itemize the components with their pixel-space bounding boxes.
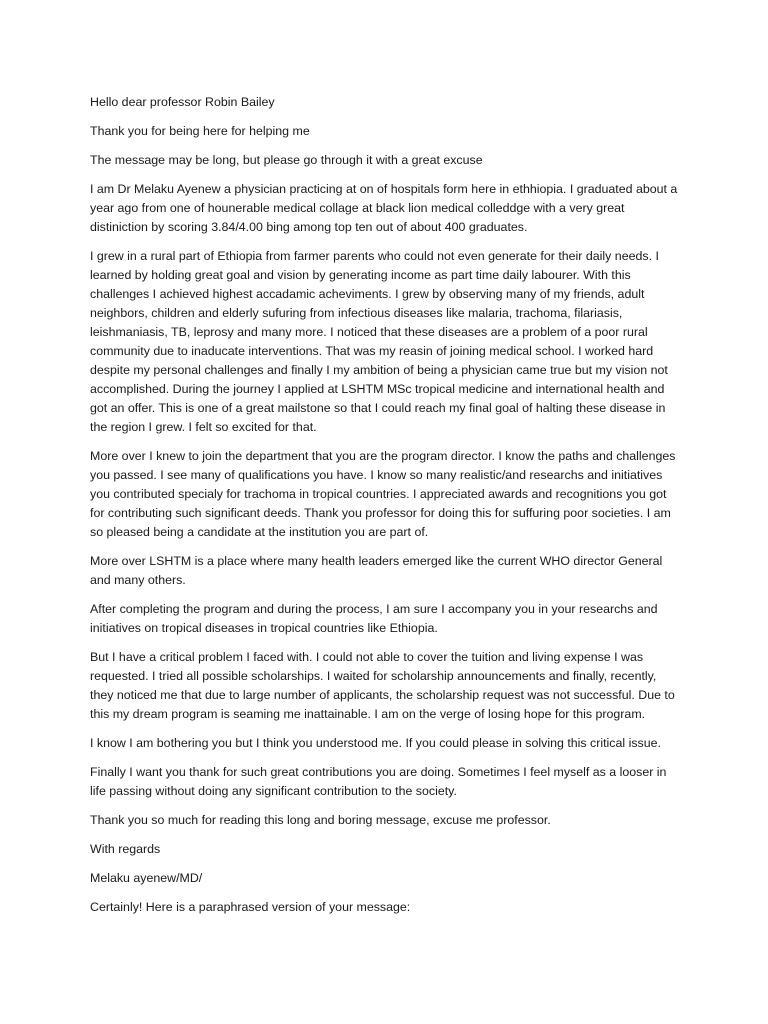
bothering-paragraph: I know I am bothering you but I think you understood me. If you could please in solving this critical issue. — [90, 736, 661, 750]
lshtm-paragraph: More over LSHTM is a place where many health leaders emerged like the current WHO director General and many others. — [90, 554, 663, 587]
background-paragraph: I grew in a rural part of Ethiopia from farmer parents who could not even generate for their daily needs. I learned by holding great goal and vision by generating income as part time daily labourer. With this challenges I achieved highest accadamic acheviments. I grew by observing many of my friends, adult neighbors, children and elderly sufuring from infectious diseases like malaria, trachoma, filariasis, leishmaniasis, TB, leprosy and many more. I noticed that these diseases are a problem of a poor rural community due to inaducate interventions. That was my reasin of joining medical school. I worked hard despite my personal challenges and finally I my ambition of being a physician came true but my vision not accomplished. During the journey I applied at LSHTM MSc tropical medicine and international health and got an offer. This is one of a great mailstone so that I could reach my final goal of halting these disease in the region I grew. I felt so excited for that. — [90, 249, 668, 434]
signature-line: Melaku ayenew/MD/ — [90, 871, 203, 885]
letter-body — [90, 93, 682, 927]
closing-thanks: Thank you so much for reading this long and boring message, excuse me professor. — [90, 813, 551, 827]
department-paragraph: More over I knew to join the department that you are the program director. I know the paths and challenges you passed. I see many of qualifications you have. I know so many realistic/and researchs and initiatives you contributed specialy for trachoma in tropical countries. I appreciated awards and recognitions you got for contributing such significant deeds. Thank you professor for doing this for suffuring poor societies. I am so pleased being a candidate at the institution you are part of. — [90, 449, 676, 539]
greeting: Hello dear professor Robin Bailey — [90, 95, 275, 109]
after-program-paragraph: After completing the program and during the process, I am sure I accompany you in your researchs and initiatives on tropical diseases in tropical countries like Ethiopia. — [90, 602, 658, 635]
intro-paragraph: I am Dr Melaku Ayenew a physician practicing at on of hospitals form here in ethhiopia. I graduated about a year ago from one of hounerable medical collage at black lion medical colleddge with a very great distiniction by scoring 3.84/4.00 bing among top ten out of about 400 graduates. — [90, 182, 678, 234]
thanks-line: Thank you for being here for helping me — [90, 124, 310, 138]
finally-paragraph: Finally I want you thank for such great contributions you are doing. Sometimes I feel myself as a looser in life passing without doing any significant contribution to the society. — [90, 765, 667, 798]
regards-line: With regards — [90, 842, 161, 856]
notice-line: The message may be long, but please go through it with a great excuse — [90, 153, 483, 167]
problem-paragraph: But I have a critical problem I faced with. I could not able to cover the tuition and living expense I was requested. I tried all possible scholarships. I waited for scholarship announcements and finally, recently, they noticed me that due to large number of applicants, the scholarship request was not successful. Due to this my dream program is seaming me inattainable. I am on the verge of losing hope for this program. — [90, 650, 675, 721]
paraphrase-note: Certainly! Here is a paraphrased version of your message: — [90, 900, 411, 914]
